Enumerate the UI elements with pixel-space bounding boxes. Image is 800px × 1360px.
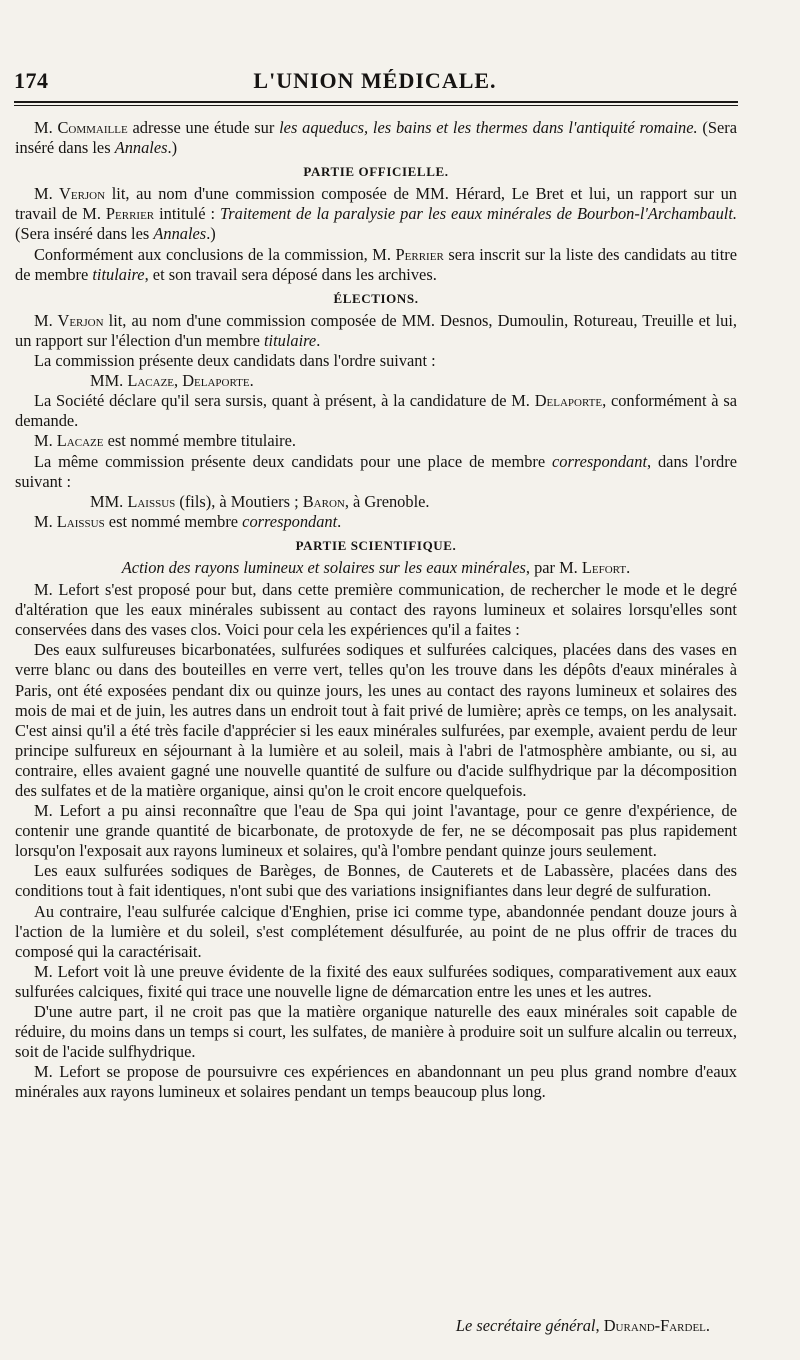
article-body [15,118,737,1103]
journal-title: L'UNION MÉDICALE. [253,68,497,93]
paragraph: M. Lacaze est nommé membre titulaire. [34,431,297,451]
paragraph: Au contraire, l'eau sulfurée calcique d'Enghien, prise ici comme type, abandonnée pendant douze jours à l'action de la lumière et du soleil, s'est complétement désulfurée, au point de ne plus offrir de traces du composé qui la caractérisait. [15,901,737,961]
page-number: 174 [14,68,49,93]
paragraph: M. Laissus est nommé membre correspondant. [34,511,342,531]
paragraph: M. Verjon lit, au nom d'une commission composée de MM. Desnos, Dumoulin, Rotureau, Treuille et lui, un rapport sur l'élection d'un membre titulaire. [15,310,737,350]
paragraph: Des eaux sulfureuses bicarbonatées, sulfurées sodiques et sulfurées calciques, placées dans des vases en verre blanc ou dans des bouteilles en verre vert, telles qu'on les trouve dans les dépôts d'eaux minérales à Paris, ont été exposées pendant dix ou quinze jours, les unes au contact des rayons lumineux et solaires des mois de mai et de juin, les autres dans un endroit tout à fait privé de lumière; après ce temps, on les analysait. C'est ainsi qu'il a été très facile d'apprécier si les eaux minérales sulfurées, par exemple, avaient perdu de leur principe sulfureux en séjournant à la lumière et au soleil, mais à l'abri de l'atmosphère ambiante, ou si, au contraire, elles avaient gagné une nouvelle quantité de sulfure ou d'acide sulfhydrique par la décomposition des sulfates et de la matière organique, ainsi qu'on le croit encore quelquefois. [15,640,737,800]
paragraph: La Société déclare qu'il sera sursis, quant à présent, à la candidature de M. Delaporte, conformément à sa demande. [15,391,737,431]
paragraph: Les eaux sulfurées sodiques de Barèges, de Bonnes, de Cauterets et de Labassère, placées dans des conditions tout à fait identiques, n'ont subi que des variations insignifiantes dans leur degré de sulfuration. [15,861,737,901]
paragraph: MM. Laissus (fils), à Moutiers ; Baron, à Grenoble. [90,491,430,511]
paragraph: M. Verjon lit, au nom d'une commission composée de MM. Hérard, Le Bret et lui, un rapport sur un travail de M. Perrier intitulé : Traitement de la paralysie par les eaux minérales de Bourbon-l'Archambault. (Sera inséré dans les Annales.) [15,184,737,244]
page-header [14,66,736,100]
section-heading: ÉLECTIONS. [333,290,419,306]
paragraph: D'une autre part, il ne croit pas que la matière organique naturelle des eaux minérales soit capable de réduire, du moins dans un temps si court, les sulfates, de manière à produire soit un sulfure alcalin ou terreux, soit de l'acide sulfhydrique. [15,1002,737,1062]
header-rule [14,101,738,103]
section-heading: PARTIE SCIENTIFIQUE. [295,537,457,553]
article-title: Action des rayons lumineux et solaires sur les eaux minérales, par M. Lefort. [121,557,631,577]
section-heading: PARTIE OFFICIELLE. [303,164,449,180]
paragraph: M. Lefort se propose de poursuivre ces expériences en abandonnant un peu plus grand nombre d'eaux minérales aux rayons lumineux et solaires pendant un temps beaucoup plus long. [15,1062,737,1102]
paragraph: M. Commaille adresse une étude sur les aqueducs, les bains et les thermes dans l'antiquité romaine. (Sera inséré dans les Annales.) [15,118,737,158]
signature-line: Le secrétaire général, Durand-Fardel. [455,1316,710,1335]
header-rule-thin [14,105,738,106]
paragraph: La commission présente deux candidats dans l'ordre suivant : [34,351,436,371]
paragraph: M. Lefort s'est proposé pour but, dans cette première communication, de rechercher le mode et le degré d'altération que les eaux minérales subissent au contact des rayons lumineux et solaires lorsqu'elles sont conservées dans des vases clos. Voici pour cela les expériences qu'il a faites : [15,580,737,640]
paragraph: M. Lefort voit là une preuve évidente de la fixité des eaux sulfurées sodiques, comparativement aux eaux sulfurées calciques, fixité qui trace une nouvelle ligne de démarcation entre les unes et les autres. [15,961,737,1001]
paragraph: Conformément aux conclusions de la commission, M. Perrier sera inscrit sur la liste des candidats au titre de membre titulaire, et son travail sera déposé dans les archives. [15,244,738,284]
paragraph: M. Lefort a pu ainsi reconnaître que l'eau de Spa qui joint l'avantage, pour ce genre d'expérience, de contenir une grande quantité de bicarbonate, de protoxyde de fer, ne se décomposait pas plus rapidement lorsqu'on l'exposait aux rayons lumineux et solaires, qu'à l'ombre pendant quinze jours seulement. [15,801,737,861]
paragraph: MM. Lacaze, Delaporte. [90,371,254,391]
paragraph: La même commission présente deux candidats pour une place de membre correspondant, dans l'ordre suivant : [15,451,737,491]
